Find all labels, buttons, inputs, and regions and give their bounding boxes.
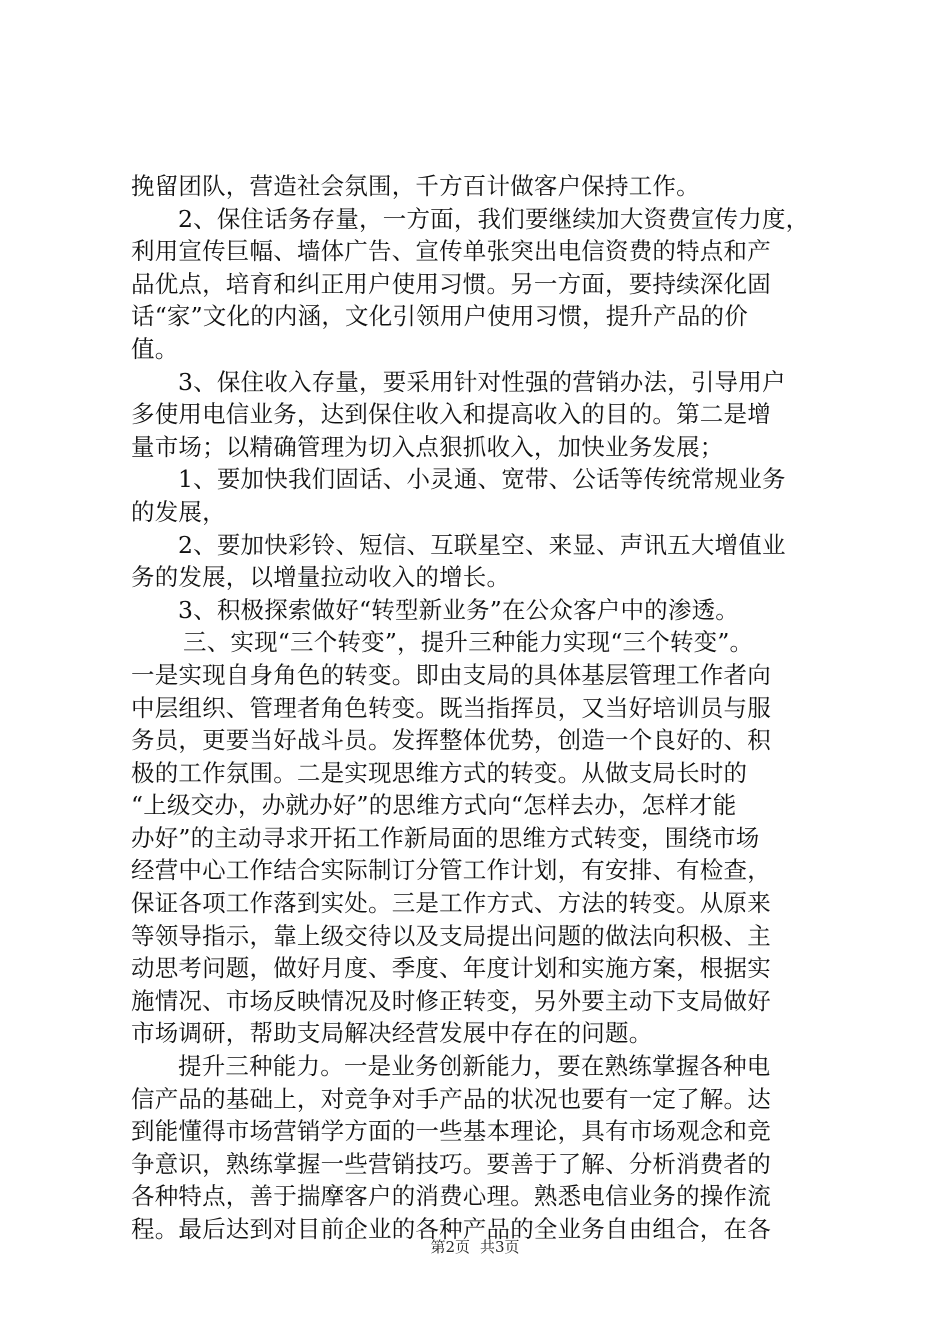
text-line: 话“家”文化的内涵，文化引领用户使用习惯，提升产品的价 <box>131 302 748 331</box>
text-line: 3、保住收入存量，要采用针对性强的营销办法，引导用户 <box>178 367 786 396</box>
text-line: 市场调研，帮助支局解决经营发展中存在的问题。 <box>131 1019 653 1048</box>
text-line: 施情况、市场反映情况及时修正转变，另外要主动下支局做好 <box>131 986 771 1015</box>
text-line: 提升三种能力。一是业务创新能力，要在熟练掌握各种电 <box>178 1052 771 1081</box>
text-line: 挽留团队，营造社会氛围，千方百计做客户保持工作。 <box>131 172 700 200</box>
text-line: 中层组织、管理者角色转变。既当指挥员，又当好培训员与服 <box>131 693 771 722</box>
text-line: 3、积极探索做好“转型新业务”在公众客户中的渗透。 <box>178 595 739 624</box>
text-line: 1、要加快我们固话、小灵通、宽带、公话等传统常规业务 <box>178 465 786 494</box>
text-line: 多使用电信业务，达到保住收入和提高收入的目的。第二是增 <box>131 400 771 429</box>
text-line: 经营中心工作结合实际制订分管工作计划，有安排、有检查， <box>131 856 771 885</box>
text-line: 品优点，培育和纠正用户使用习惯。另一方面，要持续深化固 <box>131 269 771 298</box>
text-line: 到能懂得市场营销学方面的一些基本理论，具有市场观念和竞 <box>131 1117 771 1146</box>
text-line: 的发展， <box>131 497 226 526</box>
text-line: 2、保住话务存量，一方面，我们要继续加大资费宣传力度， <box>178 204 810 233</box>
text-line: “上级交办，办就办好”的思维方式向“怎样去办，怎样才能 <box>131 791 737 820</box>
text-line: 争意识，熟练掌握一些营销技巧。要善于了解、分析消费者的 <box>131 1149 771 1178</box>
page-total: 共3页 <box>480 1238 520 1256</box>
page-number: 第2页 <box>430 1238 470 1256</box>
text-line: 等领导指示，靠上级交待以及支局提出问题的做法向积极、主 <box>131 921 771 950</box>
text-line: 利用宣传巨幅、墙体广告、宣传单张突出电信资费的特点和产 <box>131 237 771 266</box>
text-line: 程。最后达到对目前企业的各种产品的全业务自由组合，在各 <box>131 1215 771 1243</box>
text-line: 各种特点，善于揣摩客户的消费心理。熟悉电信业务的操作流 <box>131 1182 771 1211</box>
text-line: 办好”的主动寻求开拓工作新局面的思维方式转变，围绕市场 <box>131 823 760 852</box>
text-line: 信产品的基础上，对竞争对手产品的状况也要有一定了解。达 <box>131 1084 771 1113</box>
text-line: 量市场；以精确管理为切入点狠抓收入，加快业务发展； <box>131 432 724 461</box>
text-line: 极的工作氛围。二是实现思维方式的转变。从做支局长时的 <box>131 758 748 787</box>
text-line: 一是实现自身角色的转变。即由支局的具体基层管理工作者向 <box>131 660 771 689</box>
document-body <box>131 170 831 1246</box>
text-line: 三、实现“三个转变”，提升三种能力实现“三个转变”。 <box>183 628 754 657</box>
page-footer <box>0 1236 950 1257</box>
text-line: 动思考问题，做好月度、季度、年度计划和实施方案，根据实 <box>131 954 771 983</box>
text-line: 务的发展，以增量拉动收入的增长。 <box>131 563 511 592</box>
text-line: 值。 <box>131 334 179 363</box>
text-line: 2、要加快彩铃、短信、互联星空、来显、声讯五大增值业 <box>178 530 786 559</box>
text-line: 保证各项工作落到实处。三是工作方式、方法的转变。从原来 <box>131 889 771 918</box>
text-line: 务员，更要当好战斗员。发挥整体优势，创造一个良好的、积 <box>131 726 771 755</box>
